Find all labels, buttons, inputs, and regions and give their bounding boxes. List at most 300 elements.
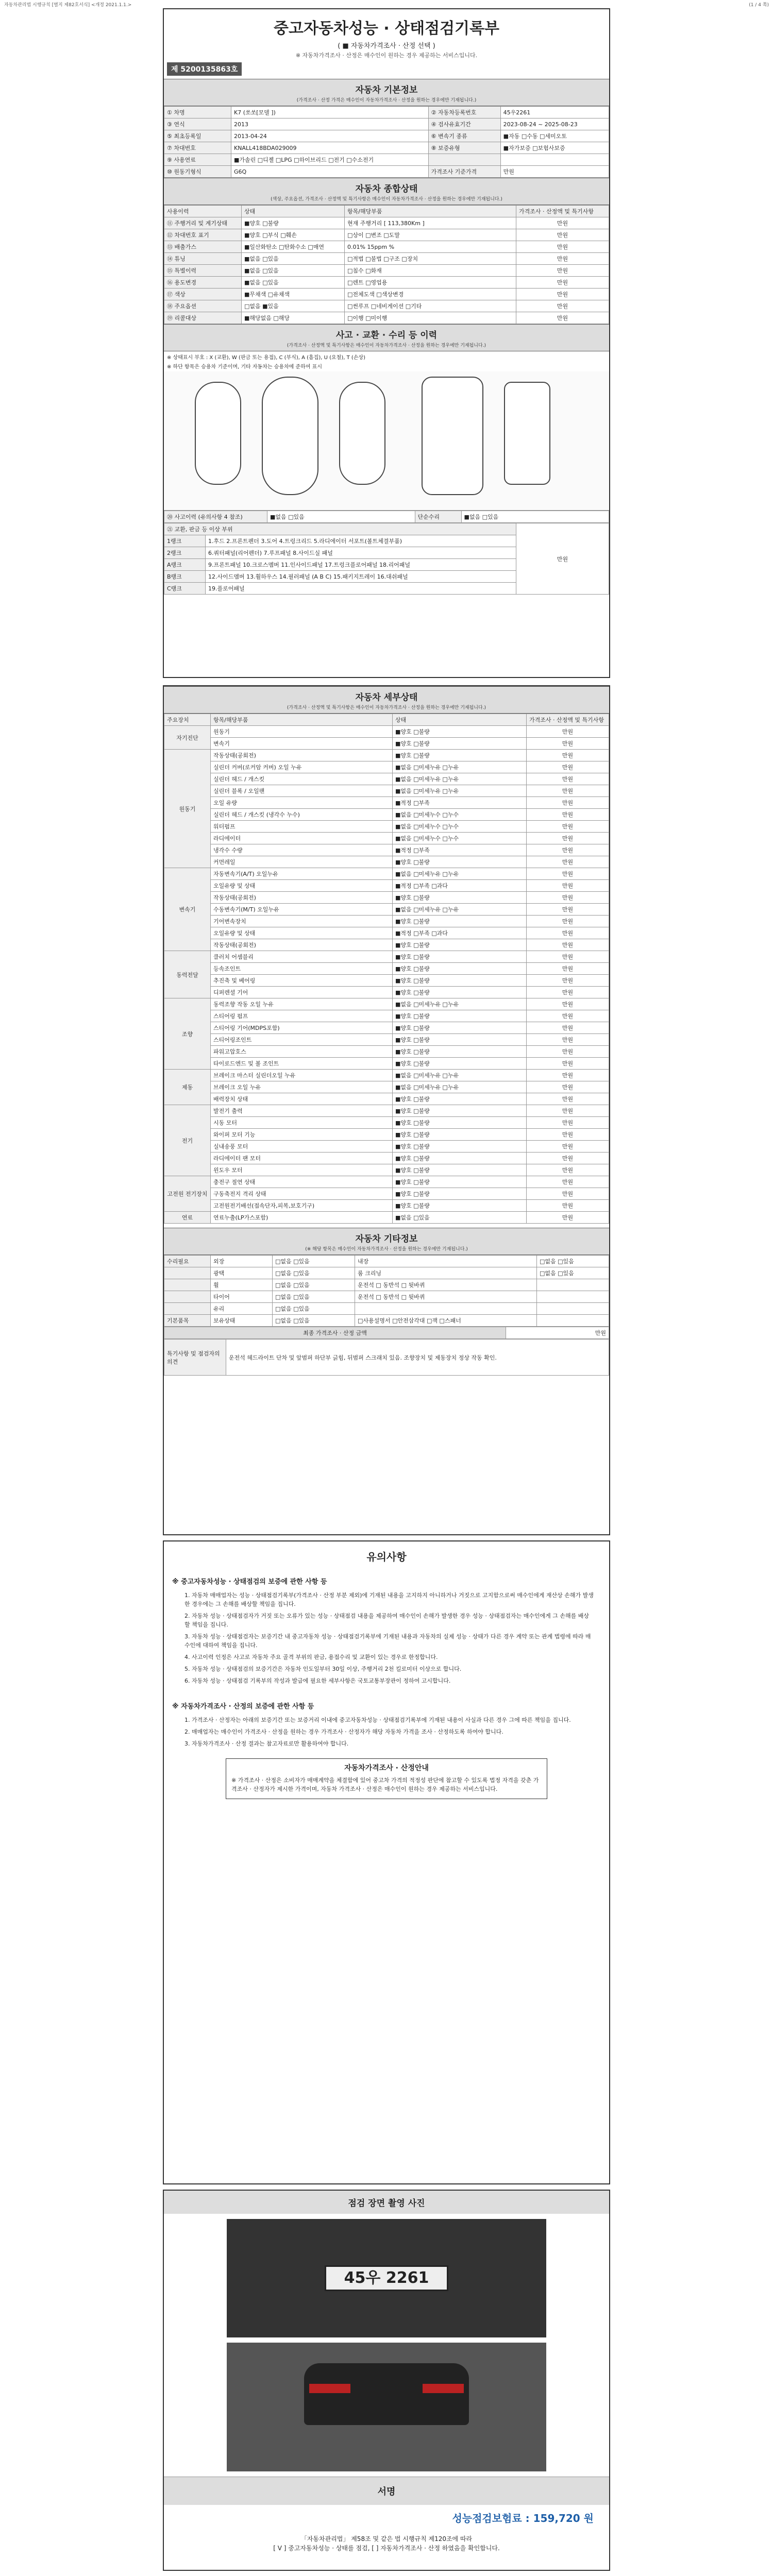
basic-label: ⑧ 보증유형: [428, 142, 500, 154]
etc-row: [164, 1256, 609, 1267]
etc-item-2-value: [537, 1315, 609, 1327]
overall-state: ■없음 □있음: [242, 277, 345, 289]
detail-right: 만원: [527, 927, 609, 939]
detail-right: 만원: [527, 785, 609, 797]
detail-row: [164, 998, 609, 1010]
detail-state: ■양호 □불량: [393, 856, 527, 868]
rank-label: C랭크: [164, 583, 206, 595]
detail-row: [164, 1164, 609, 1176]
detail-state: ■없음 □있음: [393, 1212, 527, 1224]
detail-row: [164, 987, 609, 998]
final-price-value: 만원: [506, 1327, 609, 1339]
overall-item: ⑮ 특별이력: [164, 265, 242, 277]
detail-right: 만원: [527, 939, 609, 951]
etc-item-2-value: [537, 1279, 609, 1291]
detail-state: ■적정 □부족: [393, 797, 527, 809]
detail-group: 조향: [164, 998, 211, 1070]
accident-table: [164, 511, 609, 523]
etc-row: [164, 1291, 609, 1303]
detail-right: 만원: [527, 1117, 609, 1129]
detail-state: ■없음 □미세누유 □누유: [393, 868, 527, 880]
detail-state: ■없음 □미세누수 □누수: [393, 809, 527, 821]
right-taillight: [423, 2384, 464, 2393]
detail-part: 시동 모터: [211, 1117, 393, 1129]
detail-state: ■양호 □불량: [393, 1093, 527, 1105]
price-survey-box: [226, 1758, 547, 1799]
detail-right: 만원: [527, 750, 609, 761]
overall-row: [164, 289, 609, 300]
etc-item-2: 운전석 □ 동반석 □ 뒷바퀴: [355, 1291, 537, 1303]
detail-row: [164, 821, 609, 833]
detail-row: [164, 1212, 609, 1224]
detail-right: 만원: [527, 963, 609, 975]
detail-state: ■양호 □불량: [393, 939, 527, 951]
legal-confirmation: [164, 2530, 609, 2557]
detail-right: 만원: [527, 761, 609, 773]
overall-header-row: [164, 206, 609, 217]
etc-row: [164, 1315, 609, 1327]
overall-item: ⑰ 색상: [164, 289, 242, 300]
detail-row: [164, 1081, 609, 1093]
basic-value: 2023-08-24 ~ 2025-08-23: [500, 118, 609, 130]
overall-detail: □썬루프 □네비게이션 □기타: [345, 300, 516, 312]
etc-item-2: [355, 1303, 537, 1315]
detail-row: [164, 1022, 609, 1034]
overall-detail: □상이 □변조 □도말: [345, 229, 516, 241]
detail-part: 구동축전지 격리 상태: [211, 1188, 393, 1200]
detail-right: 만원: [527, 773, 609, 785]
detail-row: [164, 904, 609, 916]
detail-part: 자동변속기(A/T) 오일누유: [211, 868, 393, 880]
legal-line-1: 「자동차관리법」 제58조 및 같은 법 시행규칙 제120조에 따라: [300, 2535, 473, 2543]
detail-part: 등속조인트: [211, 963, 393, 975]
detail-group: 동력전달: [164, 951, 211, 998]
detail-part: 배력장치 상태: [211, 1093, 393, 1105]
etc-item-2-value: [537, 1291, 609, 1303]
detail-part: 윈도우 모터: [211, 1164, 393, 1176]
car-rear-shape: [304, 2363, 469, 2425]
detail-row: [164, 880, 609, 892]
detail-col-header: 항목/해당부품: [211, 714, 393, 726]
basic-value: G6Q: [231, 166, 429, 178]
detail-row: [164, 1093, 609, 1105]
document-subtitle: ( ■ 자동차가격조사 · 산정 선택 ): [338, 42, 435, 50]
detail-group: 원동기: [164, 750, 211, 868]
detail-state: ■양호 □불량: [393, 1200, 527, 1212]
detail-part: 작동상태(공회전): [211, 750, 393, 761]
detail-row: [164, 1070, 609, 1081]
detail-state: ■양호 □불량: [393, 1105, 527, 1117]
page-4: [163, 2190, 610, 2571]
notice-item: 1. 가격조사 · 산정자는 아래의 보증기간 또는 보증거리 이내에 중고자동차성능 · 상태점검기록부에 기재된 내용이 사실과 다른 경우 그에 따른 책임을 집니다.: [184, 1717, 571, 1723]
etc-item: 휠: [211, 1279, 273, 1291]
basic-label: ⑤ 최초등록일: [164, 130, 231, 142]
detail-right: 만원: [527, 856, 609, 868]
notice-heading-2: ※ 자동차가격조사 · 산정의 보증에 관한 사항 등: [172, 1703, 314, 1710]
basic-value: 45우2261: [500, 107, 609, 118]
basic-label: 가격조사 기준가격: [428, 166, 500, 178]
simple-repair-label: 단순수리: [415, 511, 461, 523]
notice-item: 5. 자동차 성능 · 상태점검의 보증기간은 자동차 인도일부터 30일 이상, 주행거리 2천 킬로미터 이상으로 합니다.: [184, 1666, 462, 1672]
detail-part: 실린더 커버(로커암 커버) 오일 누유: [211, 761, 393, 773]
overall-state-heading: 자동차 종합상태: [164, 178, 609, 195]
detail-row: [164, 761, 609, 773]
detail-right: 만원: [527, 1188, 609, 1200]
overall-right: 만원: [516, 253, 609, 265]
document-title: 중고자동차성능 · 상태점검기록부: [273, 20, 499, 38]
detail-part: 스티어링 기어(MDPS포함): [211, 1022, 393, 1034]
overall-col-header: 사용이력: [164, 206, 242, 217]
overall-detail: □이행 □미이행: [345, 312, 516, 324]
detail-state: ■양호 □불량: [393, 750, 527, 761]
detail-row: [164, 738, 609, 750]
overall-right: 만원: [516, 217, 609, 229]
detail-row: [164, 975, 609, 987]
etc-group: [164, 1303, 211, 1315]
overall-row: [164, 312, 609, 324]
notice-item: 3. 자동차 성능 · 상태점검자는 보증기간 내 중고자동차 성능 · 상태점검기록부에 기재된 내용과 자동차의 실제 성능 · 상태가 다른 경우 계약 또는 관계 법령에 따라 매수인에 대하여 책임을 집니다.: [184, 1633, 591, 1649]
detail-state: ■없음 □미세누유 □누유: [393, 998, 527, 1010]
basic-row: [164, 107, 609, 118]
etc-item-value: □없음 □있음: [273, 1291, 355, 1303]
overall-row: [164, 229, 609, 241]
etc-item-value: □없음 □있음: [273, 1256, 355, 1267]
notice-item: 4. 사고이력 인정은 사고로 자동차 주요 골격 부위의 판금, 용접수리 및 교환이 있는 경우로 한정합니다.: [184, 1654, 438, 1660]
page-1: [163, 8, 610, 678]
overall-state-note: (색상, 주요옵션, 가격조사 · 산정액 및 특기사항은 매수인이 자동차가격조사 · 산정을 원하는 경우에만 기재됩니다.): [164, 195, 609, 205]
page-3: [163, 1540, 610, 2184]
basic-value: 만원: [500, 166, 609, 178]
detail-right: 만원: [527, 892, 609, 904]
etc-item-2-value: [537, 1303, 609, 1315]
detail-state: ■없음 □미세누유 □누유: [393, 904, 527, 916]
detail-state: ■양호 □불량: [393, 1058, 527, 1070]
detail-col-header: 가격조사 · 산정액 및 특기사항: [527, 714, 609, 726]
detail-state: ■양호 □불량: [393, 1153, 527, 1164]
page-2: [163, 685, 610, 1535]
detail-right: 만원: [527, 1105, 609, 1117]
detail-col-header: 주요장치: [164, 714, 211, 726]
detail-row: [164, 892, 609, 904]
overall-item: ⑯ 용도변경: [164, 277, 242, 289]
vehicle-diagram: [164, 371, 609, 511]
detail-state: ■양호 □불량: [393, 1164, 527, 1176]
detail-state: ■양호 □불량: [393, 916, 527, 927]
overall-right: 만원: [516, 300, 609, 312]
detail-row: [164, 1105, 609, 1117]
detail-right: 만원: [527, 998, 609, 1010]
detail-right: 만원: [527, 975, 609, 987]
detail-row: [164, 856, 609, 868]
detail-state: ■양호 □불량: [393, 1176, 527, 1188]
overall-item: ⑬ 배출가스: [164, 241, 242, 253]
detail-part: 변속기: [211, 738, 393, 750]
opinion-table: [164, 1339, 609, 1376]
notice-item: 6. 자동차 성능 · 상태점검 기록부의 작성과 발급에 필요한 세부사항은 국토교통부장관이 정하여 고시합니다.: [184, 1677, 451, 1684]
detail-row: [164, 844, 609, 856]
rank-items: 12.사이드멤버 13.휠하우스 14.필러패널 (A B C) 15.패키지트레이 16.대쉬패널: [206, 571, 516, 583]
top-bar: [0, 0, 773, 7]
detail-group: 변속기: [164, 868, 211, 951]
detail-part: 브레이크 오일 누유: [211, 1081, 393, 1093]
overall-state: □없음 ■있음: [242, 300, 345, 312]
detail-right: 만원: [527, 951, 609, 963]
detail-note: (가격조사 · 산정액 및 특기사항은 매수인이 자동차가격조사 · 산정을 원하는 경우에만 기재됩니다.): [164, 704, 609, 714]
insurance-fee: [164, 2505, 609, 2530]
final-price-table: [164, 1327, 609, 1339]
basic-row: [164, 154, 609, 166]
detail-right: 만원: [527, 1022, 609, 1034]
document-note: ※ 자동차가격조사 · 산정은 매수인이 원하는 경우 제공하는 서비스입니다.: [295, 52, 478, 59]
inspection-photo-front: [227, 2219, 546, 2337]
detail-part: 연료누출(LP가스포함): [211, 1212, 393, 1224]
rank-items: 1.후드 2.프론트펜더 3.도어 4.트렁크리드 5.라디에이터 서포트(볼트체결부품): [206, 535, 516, 547]
detail-state: ■없음 □미세누유 □누유: [393, 773, 527, 785]
overall-state: ■양호 □불량: [242, 217, 345, 229]
detail-part: 작동상태(공회전): [211, 939, 393, 951]
document-number: 제 5200135863호: [167, 62, 242, 76]
detail-part: 타이로드엔드 및 볼 조인트: [211, 1058, 393, 1070]
detail-state: ■양호 □불량: [393, 951, 527, 963]
overall-detail: □전체도색 □색상변경: [345, 289, 516, 300]
accident-legend-2: ※ 하단 항목은 승용차 기준이며, 기타 자동차는 승용차에 준하여 표시: [167, 364, 322, 370]
detail-right: 만원: [527, 1070, 609, 1081]
detail-part: 실린더 블록 / 오일팬: [211, 785, 393, 797]
overall-col-header: 상태: [242, 206, 345, 217]
notice-title: 유의사항: [366, 1551, 407, 1563]
basic-value: K7 (쏘쏘[모델 ]): [231, 107, 429, 118]
opinion-text: 운전석 헤드라이트 단차 및 앞범퍼 하단부 긁힘, 뒤범퍼 스크래치 있음. 조향장치 및 제동장치 정상 작동 확인.: [226, 1340, 609, 1376]
detail-right: 만원: [527, 833, 609, 844]
detail-row: [164, 797, 609, 809]
overall-detail: □적법 □불법 □구조 □장치: [345, 253, 516, 265]
detail-row: [164, 1058, 609, 1070]
detail-group: 전기: [164, 1105, 211, 1176]
photo-heading: 점검 장면 촬영 사진: [164, 2191, 609, 2214]
basic-label: ⑦ 차대번호: [164, 142, 231, 154]
basic-row: [164, 166, 609, 178]
etc-item: 타이어: [211, 1291, 273, 1303]
accident-heading: 사고 · 교환 · 수리 등 이력: [164, 324, 609, 342]
accident-history-label: ⑳ 사고이력 (유의사항 4 참조): [164, 511, 267, 523]
accident-note: (가격조사 · 산정액 및 특기사항은 매수인이 자동차가격조사 · 산정을 원하는 경우에만 기재됩니다.): [164, 342, 609, 351]
rank-items: 6.쿼터패널(리어펜더) 7.루프패널 8.사이드실 패널: [206, 547, 516, 559]
basic-value: 2013-04-24: [231, 130, 429, 142]
detail-right: 만원: [527, 1153, 609, 1164]
detail-state: ■양호 □불량: [393, 963, 527, 975]
overall-right: 만원: [516, 277, 609, 289]
rank-label: A랭크: [164, 559, 206, 571]
detail-row: [164, 1141, 609, 1153]
car-underbody-diagram: [504, 382, 550, 485]
detail-right: 만원: [527, 809, 609, 821]
accident-history-value: ■없음 □있음: [267, 511, 415, 523]
detail-part: 라디에이터 팬 모터: [211, 1153, 393, 1164]
overall-col-header: 가격조사 · 산정액 및 특기사항: [516, 206, 609, 217]
basic-row: [164, 130, 609, 142]
detail-row: [164, 1010, 609, 1022]
detail-row: [164, 1176, 609, 1188]
detail-row: [164, 1200, 609, 1212]
detail-part: 워터펌프: [211, 821, 393, 833]
rank-items: 19.플로어패널: [206, 583, 516, 595]
detail-right: 만원: [527, 1200, 609, 1212]
detail-right: 만원: [527, 1093, 609, 1105]
detail-right: 만원: [527, 726, 609, 738]
detail-right: 만원: [527, 916, 609, 927]
detail-state: ■양호 □불량: [393, 1141, 527, 1153]
detail-part: 실린더 헤드 / 개스킷: [211, 773, 393, 785]
etc-group: [164, 1267, 211, 1279]
detail-part: 작동상태(공회전): [211, 892, 393, 904]
overall-right: 만원: [516, 265, 609, 277]
detail-part: 수동변속기(M/T) 오일누유: [211, 904, 393, 916]
detail-right: 만원: [527, 1176, 609, 1188]
notice-item: 2. 매매업자는 매수인이 가격조사 · 산정을 원하는 경우 가격조사 · 산정자가 해당 자동차 가격을 조사 · 산정하도록 하여야 합니다.: [184, 1728, 503, 1735]
inspection-photo-rear: [227, 2343, 546, 2471]
detail-right: 만원: [527, 738, 609, 750]
overall-row: [164, 241, 609, 253]
detail-state: ■양호 □불량: [393, 738, 527, 750]
overall-item: ⑪ 주행거리 및 계기상태: [164, 217, 242, 229]
etc-row: [164, 1303, 609, 1315]
overall-state-table: [164, 205, 609, 324]
overall-right: 만원: [516, 241, 609, 253]
detail-state: ■양호 □불량: [393, 1117, 527, 1129]
simple-repair-value: ■없음 □있음: [461, 511, 609, 523]
rank-items: 9.프론트패널 10.크로스멤버 11.인사이드패널 17.트렁크플로어패널 18.리어패널: [206, 559, 516, 571]
detail-row: [164, 951, 609, 963]
etc-item-2-value: □없음 □있음: [537, 1256, 609, 1267]
rank-table: [164, 523, 609, 595]
detail-state: ■양호 □불량: [393, 1129, 527, 1141]
detail-state: ■양호 □불량: [393, 1022, 527, 1034]
detail-part: 추진축 및 베어링: [211, 975, 393, 987]
overall-detail: 0.01% 15ppm %: [345, 241, 516, 253]
detail-right: 만원: [527, 1141, 609, 1153]
detail-group: 자기진단: [164, 726, 211, 750]
basic-label: ④ 검사유효기간: [428, 118, 500, 130]
etc-item-2: 내장: [355, 1256, 537, 1267]
detail-right: 만원: [527, 821, 609, 833]
detail-row: [164, 1129, 609, 1141]
detail-state: ■없음 □미세누유 □누유: [393, 1081, 527, 1093]
detail-right: 만원: [527, 797, 609, 809]
overall-detail: □렌트 □영업용: [345, 277, 516, 289]
detail-row: [164, 1034, 609, 1046]
detail-part: 냉각수 수량: [211, 844, 393, 856]
detail-part: 오일 유량: [211, 797, 393, 809]
basic-label: ① 차명: [164, 107, 231, 118]
detail-row: [164, 809, 609, 821]
detail-state: ■양호 □불량: [393, 1046, 527, 1058]
price-survey-box-text: ※ 가격조사 · 산정은 소비자가 매매계약을 체결함에 있어 중고차 가격의 적정성 판단에 참고할 수 있도록 법정 자격을 갖춘 가격조사 · 산정자가 제시한 가격이며, 자동차 가격조사 · 산정은 매수인이 원하는 경우 제공하는 서비스입니다.: [231, 1777, 539, 1792]
detail-state: ■양호 □불량: [393, 726, 527, 738]
detail-right: 만원: [527, 1164, 609, 1176]
detail-part: 원동기: [211, 726, 393, 738]
detail-part: 파워고압호스: [211, 1046, 393, 1058]
overall-state: ■무채색 □유채색: [242, 289, 345, 300]
etc-item-2: 운전석 □ 동반석 □ 뒷바퀴: [355, 1279, 537, 1291]
overall-row: [164, 217, 609, 229]
basic-value: ■자동 □수동 □세미오토: [500, 130, 609, 142]
etc-item: 외장: [211, 1256, 273, 1267]
signature-heading: 서명: [164, 2477, 609, 2505]
basic-label: ⑥ 변속기 종류: [428, 130, 500, 142]
basic-value: ■자가보증 □보험사보증: [500, 142, 609, 154]
overall-right: 만원: [516, 312, 609, 324]
detail-part: 오일유량 및 상태: [211, 880, 393, 892]
detail-part: 실내송풍 모터: [211, 1141, 393, 1153]
overall-state: ■양호 □부식 □훼손: [242, 229, 345, 241]
detail-row: [164, 1188, 609, 1200]
detail-state: ■없음 □미세누유 □누유: [393, 1070, 527, 1081]
detail-row: [164, 939, 609, 951]
car-rear-view-diagram: [339, 382, 385, 485]
overall-item: ⑫ 차대번호 표기: [164, 229, 242, 241]
detail-part: 디퍼렌셜 기어: [211, 987, 393, 998]
etc-item: 보유상태: [211, 1315, 273, 1327]
detail-state: ■적정 □부족 □과다: [393, 927, 527, 939]
overall-state: ■없음 □있음: [242, 265, 345, 277]
etc-group: 기본품목: [164, 1315, 211, 1327]
notice-item: 1. 자동차 매매업자는 성능 · 상태점검기록부(가격조사 · 산정 부분 제외)에 기재된 내용을 고지하지 아니하거나 거짓으로 고지함으로써 매수인에게 재산상 손해가 발생한 경우에는 그 손해를 배상할 책임을 집니다.: [184, 1592, 594, 1607]
notice-list-2: [164, 1716, 609, 1748]
detail-row: [164, 833, 609, 844]
etc-item-value: □없음 □있음: [273, 1315, 355, 1327]
overall-row: [164, 277, 609, 289]
detail-part: 라디에이터: [211, 833, 393, 844]
etc-item: 유리: [211, 1303, 273, 1315]
basic-value: KNALL418BDA029009: [231, 142, 429, 154]
basic-info-heading: 자동차 기본정보: [164, 79, 609, 96]
insurance-fee-value: 159,720 원: [533, 2512, 594, 2524]
detail-state: ■양호 □불량: [393, 1034, 527, 1046]
form-reference: 자동차관리법 시행규칙 [별지 제82호서식] <개정 2021.1.1.>: [4, 3, 132, 8]
detail-row: [164, 963, 609, 975]
detail-part: 스티어링조인트: [211, 1034, 393, 1046]
detail-row: [164, 916, 609, 927]
detail-part: 고전원전기배선(접속단자,피복,보호기구): [211, 1200, 393, 1212]
detail-heading: 자동차 세부상태: [164, 686, 609, 704]
detail-header-row: [164, 714, 609, 726]
detail-part: 스티어링 펌프: [211, 1010, 393, 1022]
rank-label: 1랭크: [164, 535, 206, 547]
detail-state: ■양호 □불량: [393, 975, 527, 987]
etc-item-2: 룸 크리닝: [355, 1267, 537, 1279]
etc-note: (※ 해당 항목은 매수인이 자동차가격조사 · 산정을 원하는 경우에만 기재됩니다.): [164, 1245, 609, 1255]
overall-item: ⑭ 튜닝: [164, 253, 242, 265]
detail-right: 만원: [527, 987, 609, 998]
etc-group: [164, 1279, 211, 1291]
detail-part: 발전기 출력: [211, 1105, 393, 1117]
detail-row: [164, 1117, 609, 1129]
detail-right: 만원: [527, 1081, 609, 1093]
detail-state: ■없음 □미세누수 □누수: [393, 833, 527, 844]
rank-head-row: [164, 523, 609, 535]
detail-right: 만원: [527, 904, 609, 916]
notice-item: 2. 자동차 성능 · 상태점검자가 거짓 또는 오류가 있는 성능 · 상태점검 내용을 제공하여 매수인이 손해가 발생한 경우 성능 · 상태점검자는 매수인에게 그 손해를 배상할 책임을 집니다.: [184, 1613, 589, 1628]
etc-group: 수리필요: [164, 1256, 211, 1267]
basic-info-note: (가격조사 · 산정 가격은 매수인이 자동차가격조사 · 산정을 원하는 경우에만 기재됩니다.): [164, 96, 609, 106]
detail-state: ■없음 □미세누유 □누유: [393, 761, 527, 773]
notice-heading-1: ※ 중고자동차성능 · 상태점검의 보증에 관한 사항 등: [172, 1578, 327, 1586]
detail-part: 브레이크 마스터 실린더오일 누유: [211, 1070, 393, 1081]
detail-row: [164, 726, 609, 738]
detail-row: [164, 868, 609, 880]
detail-right: 만원: [527, 880, 609, 892]
detail-row: [164, 1046, 609, 1058]
